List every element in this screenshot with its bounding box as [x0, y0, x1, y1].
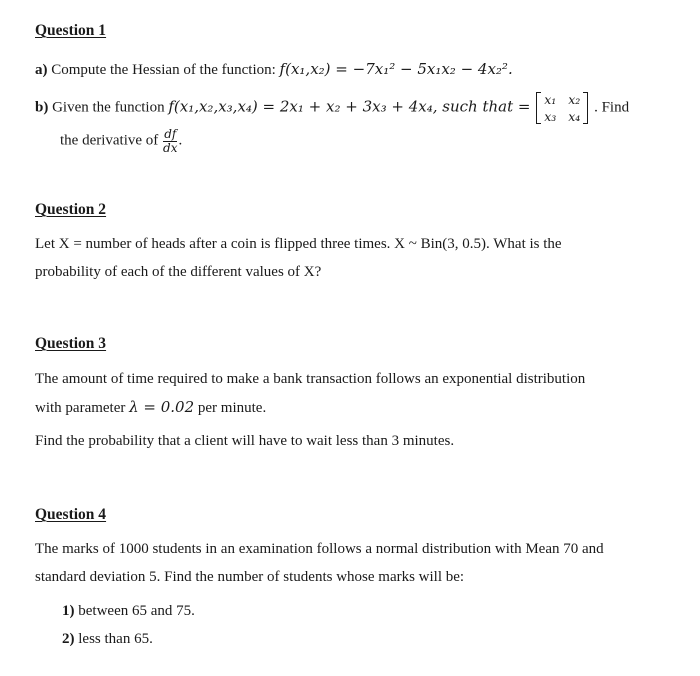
fraction-denominator: dx	[163, 140, 178, 155]
matrix-cell: x₃	[544, 109, 557, 124]
matrix-cell: x₁	[544, 92, 557, 107]
q2-line-2: probability of each of the different values of X?	[35, 264, 322, 280]
q1-a-math: f(x₁,x₂) = −7x₁² − 5x₁x₂ − 4x₂².	[279, 60, 513, 78]
question-3-title: Question 3	[35, 335, 107, 352]
q1-part-a	[35, 60, 513, 79]
list-item-text: between 65 and 75.	[78, 603, 195, 619]
question-2-title: Question 2	[35, 201, 107, 218]
matrix-cell: x₄	[568, 109, 581, 124]
q3-line-1: The amount of time required to make a bank transaction follows an exponential distribution	[35, 371, 586, 387]
matrix-cell: x₂	[568, 92, 581, 107]
q3-line-2-prefix: with parameter	[35, 400, 126, 416]
q4-line-2: standard deviation 5. Find the number of students whose marks will be:	[35, 569, 465, 585]
q2-line-1: Let X = number of heads after a coin is flipped three times. X ~ Bin(3, 0.5). What is the	[35, 236, 562, 252]
q1-part-b	[35, 92, 629, 124]
list-item-number: 2)	[62, 631, 75, 647]
q1-b-text-3: the derivative of	[60, 132, 159, 149]
list-item	[62, 603, 195, 620]
question-4-title: Question 4	[35, 506, 107, 523]
x-matrix	[536, 92, 588, 124]
fraction-numerator: df	[164, 127, 177, 141]
q1-b-text-1: Given the function	[52, 99, 165, 116]
q3-line-2	[35, 398, 266, 417]
list-item-number: 1)	[62, 603, 75, 619]
list-item	[62, 631, 153, 648]
q1-a-label: a)	[35, 62, 48, 78]
q1-part-b-cont: the derivative of $\frac{df}{dx}$ .	[60, 127, 183, 155]
q4-line-1: The marks of 1000 students in an examination follows a normal distribution with Mean 70 and	[35, 541, 604, 557]
list-item-text: less than 65.	[78, 631, 153, 647]
q3-line-3: Find the probability that a client will have to wait less than 3 minutes.	[35, 433, 455, 449]
matrix-grid	[541, 92, 583, 124]
q1-b-math: f(x₁,x₂,x₃,x₄) = 2x₁ + x₂ + 3x₃ + 4x₄, such that =	[168, 97, 531, 116]
q3-lambda-math: λ = 0.02	[129, 398, 195, 416]
question-1-title: Question 1	[35, 22, 107, 39]
q1-a-text: Compute the Hessian of the function:	[51, 62, 276, 78]
q1-b-text-2: . Find	[594, 99, 630, 116]
q1-b-label: b)	[35, 99, 49, 116]
q3-line-2-suffix: per minute.	[197, 400, 267, 416]
matrix-right-bracket	[583, 92, 588, 124]
df-dx-fraction	[163, 128, 177, 154]
